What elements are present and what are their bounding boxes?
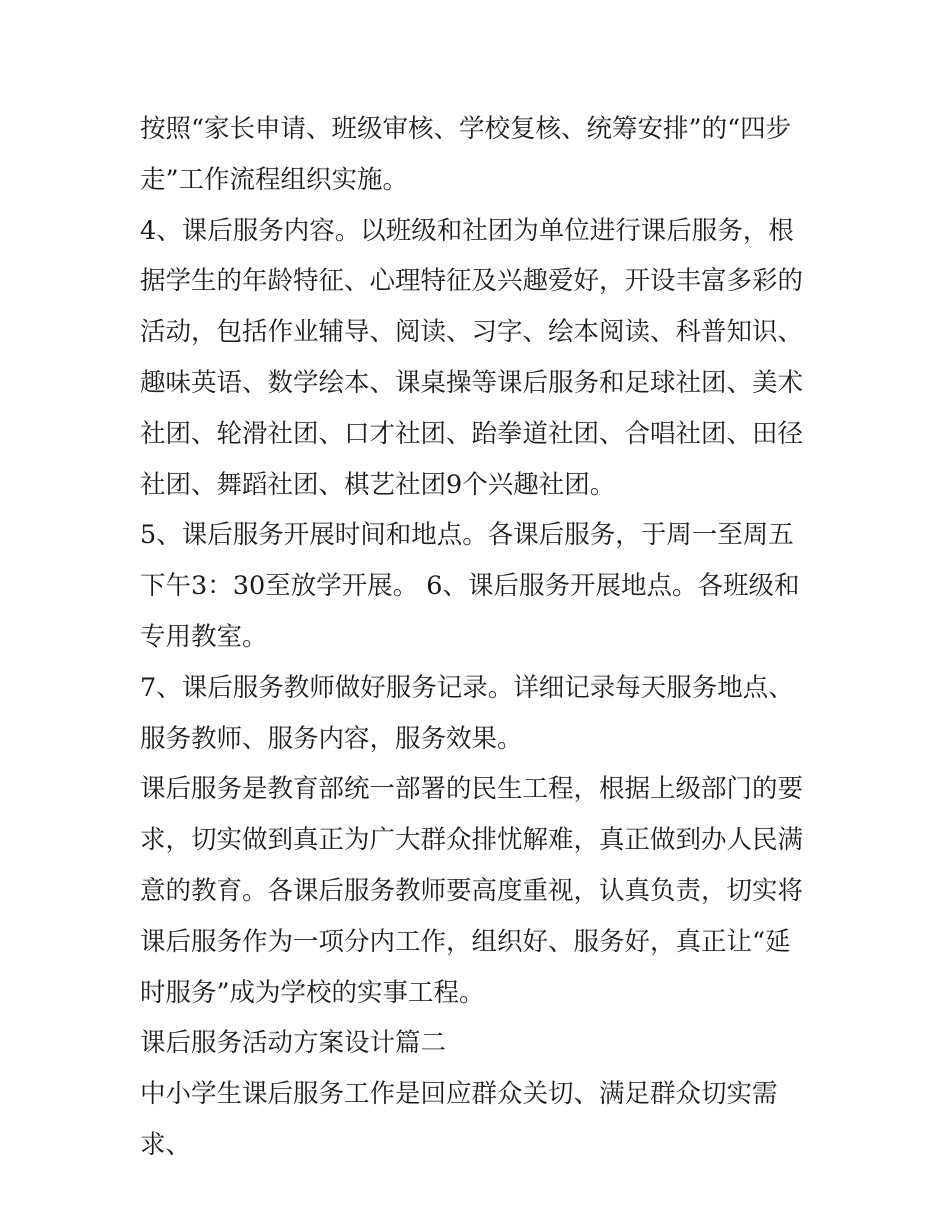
- paragraph-section-two-intro: 中小学生课后服务工作是回应群众关切、满足群众切实需求、: [140, 1079, 778, 1160]
- paragraph-service-records: 7、课后服务教师做好服务记录。详细记录每天服务地点、服务教师、服务内容，服务效果。: [140, 672, 794, 754]
- paragraph-summary: 课后服务是教育部统一部署的民生工程，根据上级部门的要求，切实做到真正为广大群众排忧解难，真正做到办人民满意的教育。各课后服务教师要高度重视，认真负责，切实将课后服务作为一项分内工作，组织好、服务好，真正让“延时服务”成为学校的实事工程。: [140, 774, 804, 1008]
- paragraph-service-content: 4、课后服务内容。以班级和社团为单位进行课后服务，根据学生的年龄特征、心理特征及兴趣爱好，开设丰富多彩的活动，包括作业辅导、阅读、习字、绘本阅读、科普知识、趣味英语、数学绘本、课桌操等课后服务和足球社团、美术社团、轮滑社团、口才社团、跆拳道社团、合唱社团、田径社团、舞蹈社团、棋艺社团9个兴趣社团。: [140, 215, 804, 500]
- paragraph-workflow: 按照“家长申请、班级审核、学校复核、统筹安排”的“四步走”工作流程组织实施。: [140, 114, 792, 195]
- paragraph-time-and-place: 5、课后服务开展时间和地点。各课后服务，于周一至周五下午3：30至放学开展。 6、课后服务开展地点。各班级和专用教室。: [140, 520, 800, 652]
- document-body: [140, 104, 815, 1171]
- section-heading: 课后服务活动方案设计篇二: [140, 1028, 447, 1059]
